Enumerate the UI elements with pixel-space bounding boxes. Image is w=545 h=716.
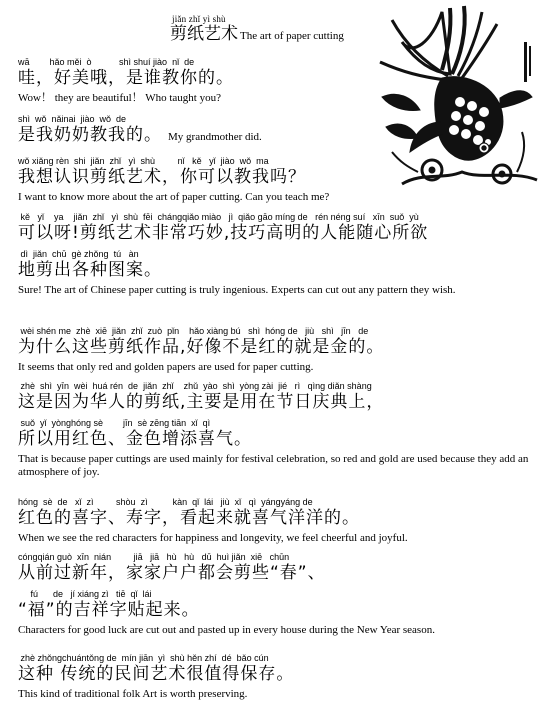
dialogue-line-4 (18, 212, 533, 297)
chinese-text-continued: 所以用红色、金色增添喜气。 (18, 429, 252, 449)
pinyin-continued: suǒ yǐ yònghóng sè jīn sè zēng tiān xǐ qì (18, 418, 211, 428)
dialogue-line-7 (18, 497, 533, 545)
chinese-text: 这是因为华人的剪纸,主要是用在节日庆典上， (18, 392, 385, 412)
dialogue-line-2 (18, 114, 262, 147)
pinyin: wèi shén me zhè xiē jiǎn zhǐ zuò pǐn hǎo xiàng bú shì hóng de jiù shì jīn de (18, 326, 369, 336)
chinese-text: 红色的喜字、寿字，看起来就喜气洋洋的。 (18, 508, 360, 528)
english-translation: I want to know more about the art of paper cutting. Can you teach me? (18, 191, 330, 203)
pinyin: cóngqián guò xīn nián jiā jiā hù hù dū huì jiǎn xiē chūn (18, 552, 290, 562)
dialogue-line-5 (18, 326, 533, 374)
english-translation: Characters for good luck are cut out and pasted up in every house during the New Year season. (18, 624, 435, 636)
english-translation: My grandmother did. (168, 131, 262, 143)
chinese-text: 从前过新年，家家户户都会剪些“春”、 (18, 563, 326, 583)
dialogue-line-1 (18, 57, 533, 105)
english-translation: Wow！ they are beautiful！ Who taught you? (18, 92, 221, 104)
pinyin: shì wǒ nǎinai jiào wǒ de (18, 114, 127, 124)
english-translation: It seems that only red and golden papers are used for paper cutting. (18, 361, 314, 373)
pinyin: hóng sè de xǐ zì shòu zì kàn qǐ lái jiù xǐ qì yángyáng de (18, 497, 313, 507)
dialogue-line-6 (18, 381, 533, 479)
pinyin-continued: fú de jí xiáng zì tiē qǐ lái (18, 589, 152, 599)
english-translation: When we see the red characters for happiness and longevity, we feel cheerful and joyful. (18, 532, 408, 544)
chinese-text: 我想认识剪纸艺术，你可以教我吗？ (18, 167, 306, 187)
chinese-text: 哇，好美哦，是谁教你的。 (18, 68, 234, 88)
english-translation: This kind of traditional folk Art is worth preserving. (18, 688, 248, 700)
chinese-text-continued: “福”的吉祥字贴起来。 (18, 600, 200, 620)
title-block (170, 14, 344, 46)
title-chinese: 剪纸艺术 (170, 24, 238, 44)
dialogue-line-9 (18, 653, 533, 701)
chinese-text: 可以呀!剪纸艺术非常巧妙,技巧高明的人能随心所欲 (18, 223, 429, 243)
pinyin: zhè shì yīn wèi huá rén de jiǎn zhǐ zhǔ yào shì yòng zài jié rì qìng diǎn shàng (18, 381, 372, 391)
chinese-phrase: 是我奶奶教我的。 (18, 125, 162, 145)
chinese-text: 这种 传统的民间艺术很值得保存。 (18, 664, 295, 684)
chinese-text: 为什么这些剪纸作品,好像不是红的就是金的。 (18, 337, 385, 357)
pinyin: wǒ xiǎng rèn shi jiǎn zhǐ yì shù nǐ kě yǐ jiào wǒ ma (18, 156, 269, 166)
title-pinyin: jiǎn zhǐ yì shù (172, 14, 226, 24)
pinyin-continued: dì jiǎn chū gè zhǒng tú àn (18, 249, 139, 259)
english-translation: That is because paper cuttings are used mainly for festival celebration, so red and gold are used because they add an atmosphere of joy. (18, 453, 529, 478)
dialogue-line-8 (18, 552, 533, 637)
chinese-text-continued: 地剪出各种图案。 (18, 260, 162, 280)
dialogue-line-3 (18, 156, 533, 204)
title-line (170, 24, 344, 46)
pinyin: wā hǎo měi ò shì shuí jiào nǐ de (18, 57, 195, 67)
pinyin: kě yǐ ya jiǎn zhǐ yì shù fēi chángqiǎo miào jì qiǎo gāo míng de rén néng suí xīn suǒ yù (18, 212, 419, 222)
title-english: The art of paper cutting (240, 30, 344, 42)
english-translation: Sure! The art of Chinese paper cutting is truly ingenious. Experts can cut out any pattern they wish. (18, 284, 456, 296)
pinyin: zhè zhǒngchuántǒng de mín jiān yì shù hěn zhí dé bǎo cún (18, 653, 269, 663)
chinese-text (18, 125, 262, 147)
